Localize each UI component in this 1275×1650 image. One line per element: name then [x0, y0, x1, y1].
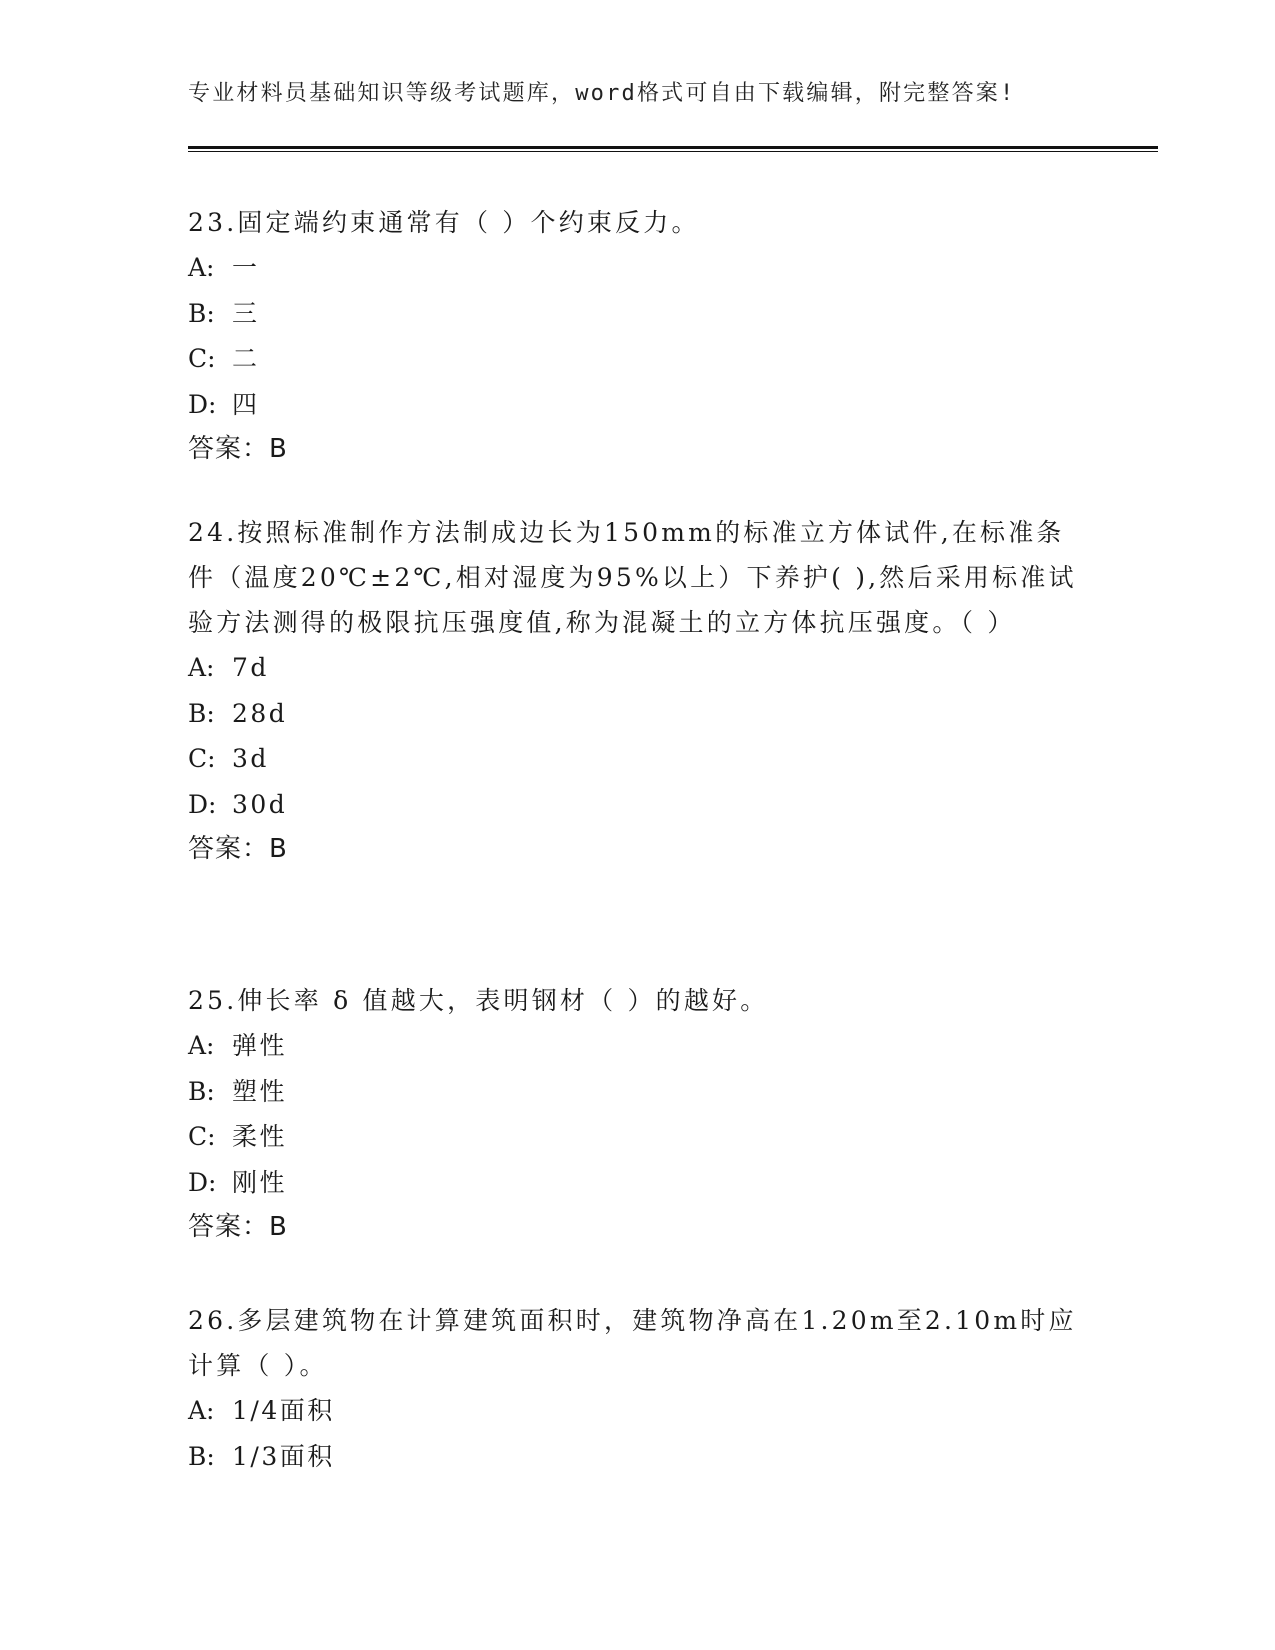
question-stem: 26.多层建筑物在计算建筑面积时，建筑物净高在1.20m至2.10m时应计算（ ）。	[188, 1306, 1077, 1380]
option-d	[188, 382, 1088, 428]
option-key: C:	[188, 344, 216, 373]
option-key: D:	[188, 789, 217, 819]
option-text: 1/3面积	[232, 1441, 335, 1471]
option-key: B:	[188, 298, 215, 328]
option-key: D:	[188, 389, 217, 419]
option-d	[188, 1160, 1088, 1206]
option-key: C:	[188, 744, 216, 773]
option-key: A:	[188, 253, 215, 282]
option-text: 一	[232, 253, 260, 282]
option-key: B:	[188, 1076, 215, 1106]
question-26	[188, 1298, 1088, 1479]
question-stem: 24.按照标准制作方法制成边长为150mm的标准立方体试件,在标准条件（温度20℃±2℃,相对湿度为95%以上）下养护( ),然后采用标准试验方法测得的极限抗压强度值,称为混凝土的立方体抗压强度。（ ）	[188, 518, 1077, 637]
option-text: 四	[232, 389, 260, 419]
option-a	[188, 1388, 1088, 1434]
option-d	[188, 782, 1088, 828]
option-text: 30d	[232, 789, 288, 819]
option-a	[188, 645, 1088, 691]
option-b	[188, 1069, 1088, 1115]
option-b	[188, 691, 1088, 737]
option-text: 3d	[232, 744, 269, 773]
option-key: D:	[188, 1167, 217, 1197]
header-rule-thick	[188, 146, 1158, 149]
option-b	[188, 291, 1088, 337]
option-text: 刚性	[232, 1167, 288, 1197]
option-key: B:	[188, 1441, 215, 1471]
question-24	[188, 510, 1088, 873]
answer: 答案：B	[188, 434, 288, 464]
option-key: C:	[188, 1122, 216, 1151]
option-key: A:	[188, 1396, 215, 1425]
option-a	[188, 1023, 1088, 1069]
option-key: B:	[188, 698, 215, 728]
option-c	[188, 336, 1088, 382]
option-a	[188, 245, 1088, 291]
option-text: 塑性	[232, 1076, 288, 1106]
question-25	[188, 978, 1088, 1251]
option-text: 28d	[232, 698, 288, 728]
option-c	[188, 1114, 1088, 1160]
question-stem: 23.固定端约束通常有（ ）个约束反力。	[188, 208, 700, 237]
question-stem: 25.伸长率 δ 值越大，表明钢材（ ）的越好。	[188, 986, 769, 1015]
header-rule-thin	[188, 151, 1158, 152]
option-text: 弹性	[232, 1031, 288, 1060]
option-key: A:	[188, 1031, 215, 1060]
option-b	[188, 1434, 1088, 1480]
option-text: 7d	[232, 653, 269, 682]
document-header: 专业材料员基础知识等级考试题库，word格式可自由下载编辑，附完整答案!	[188, 81, 1016, 106]
option-text: 柔性	[232, 1122, 288, 1151]
option-text: 1/4面积	[232, 1396, 335, 1425]
option-text: 三	[232, 298, 260, 328]
answer: 答案：B	[188, 834, 288, 864]
option-c	[188, 736, 1088, 782]
option-text: 二	[232, 344, 260, 373]
question-23	[188, 200, 1088, 473]
option-key: A:	[188, 653, 215, 682]
answer: 答案：B	[188, 1212, 288, 1242]
